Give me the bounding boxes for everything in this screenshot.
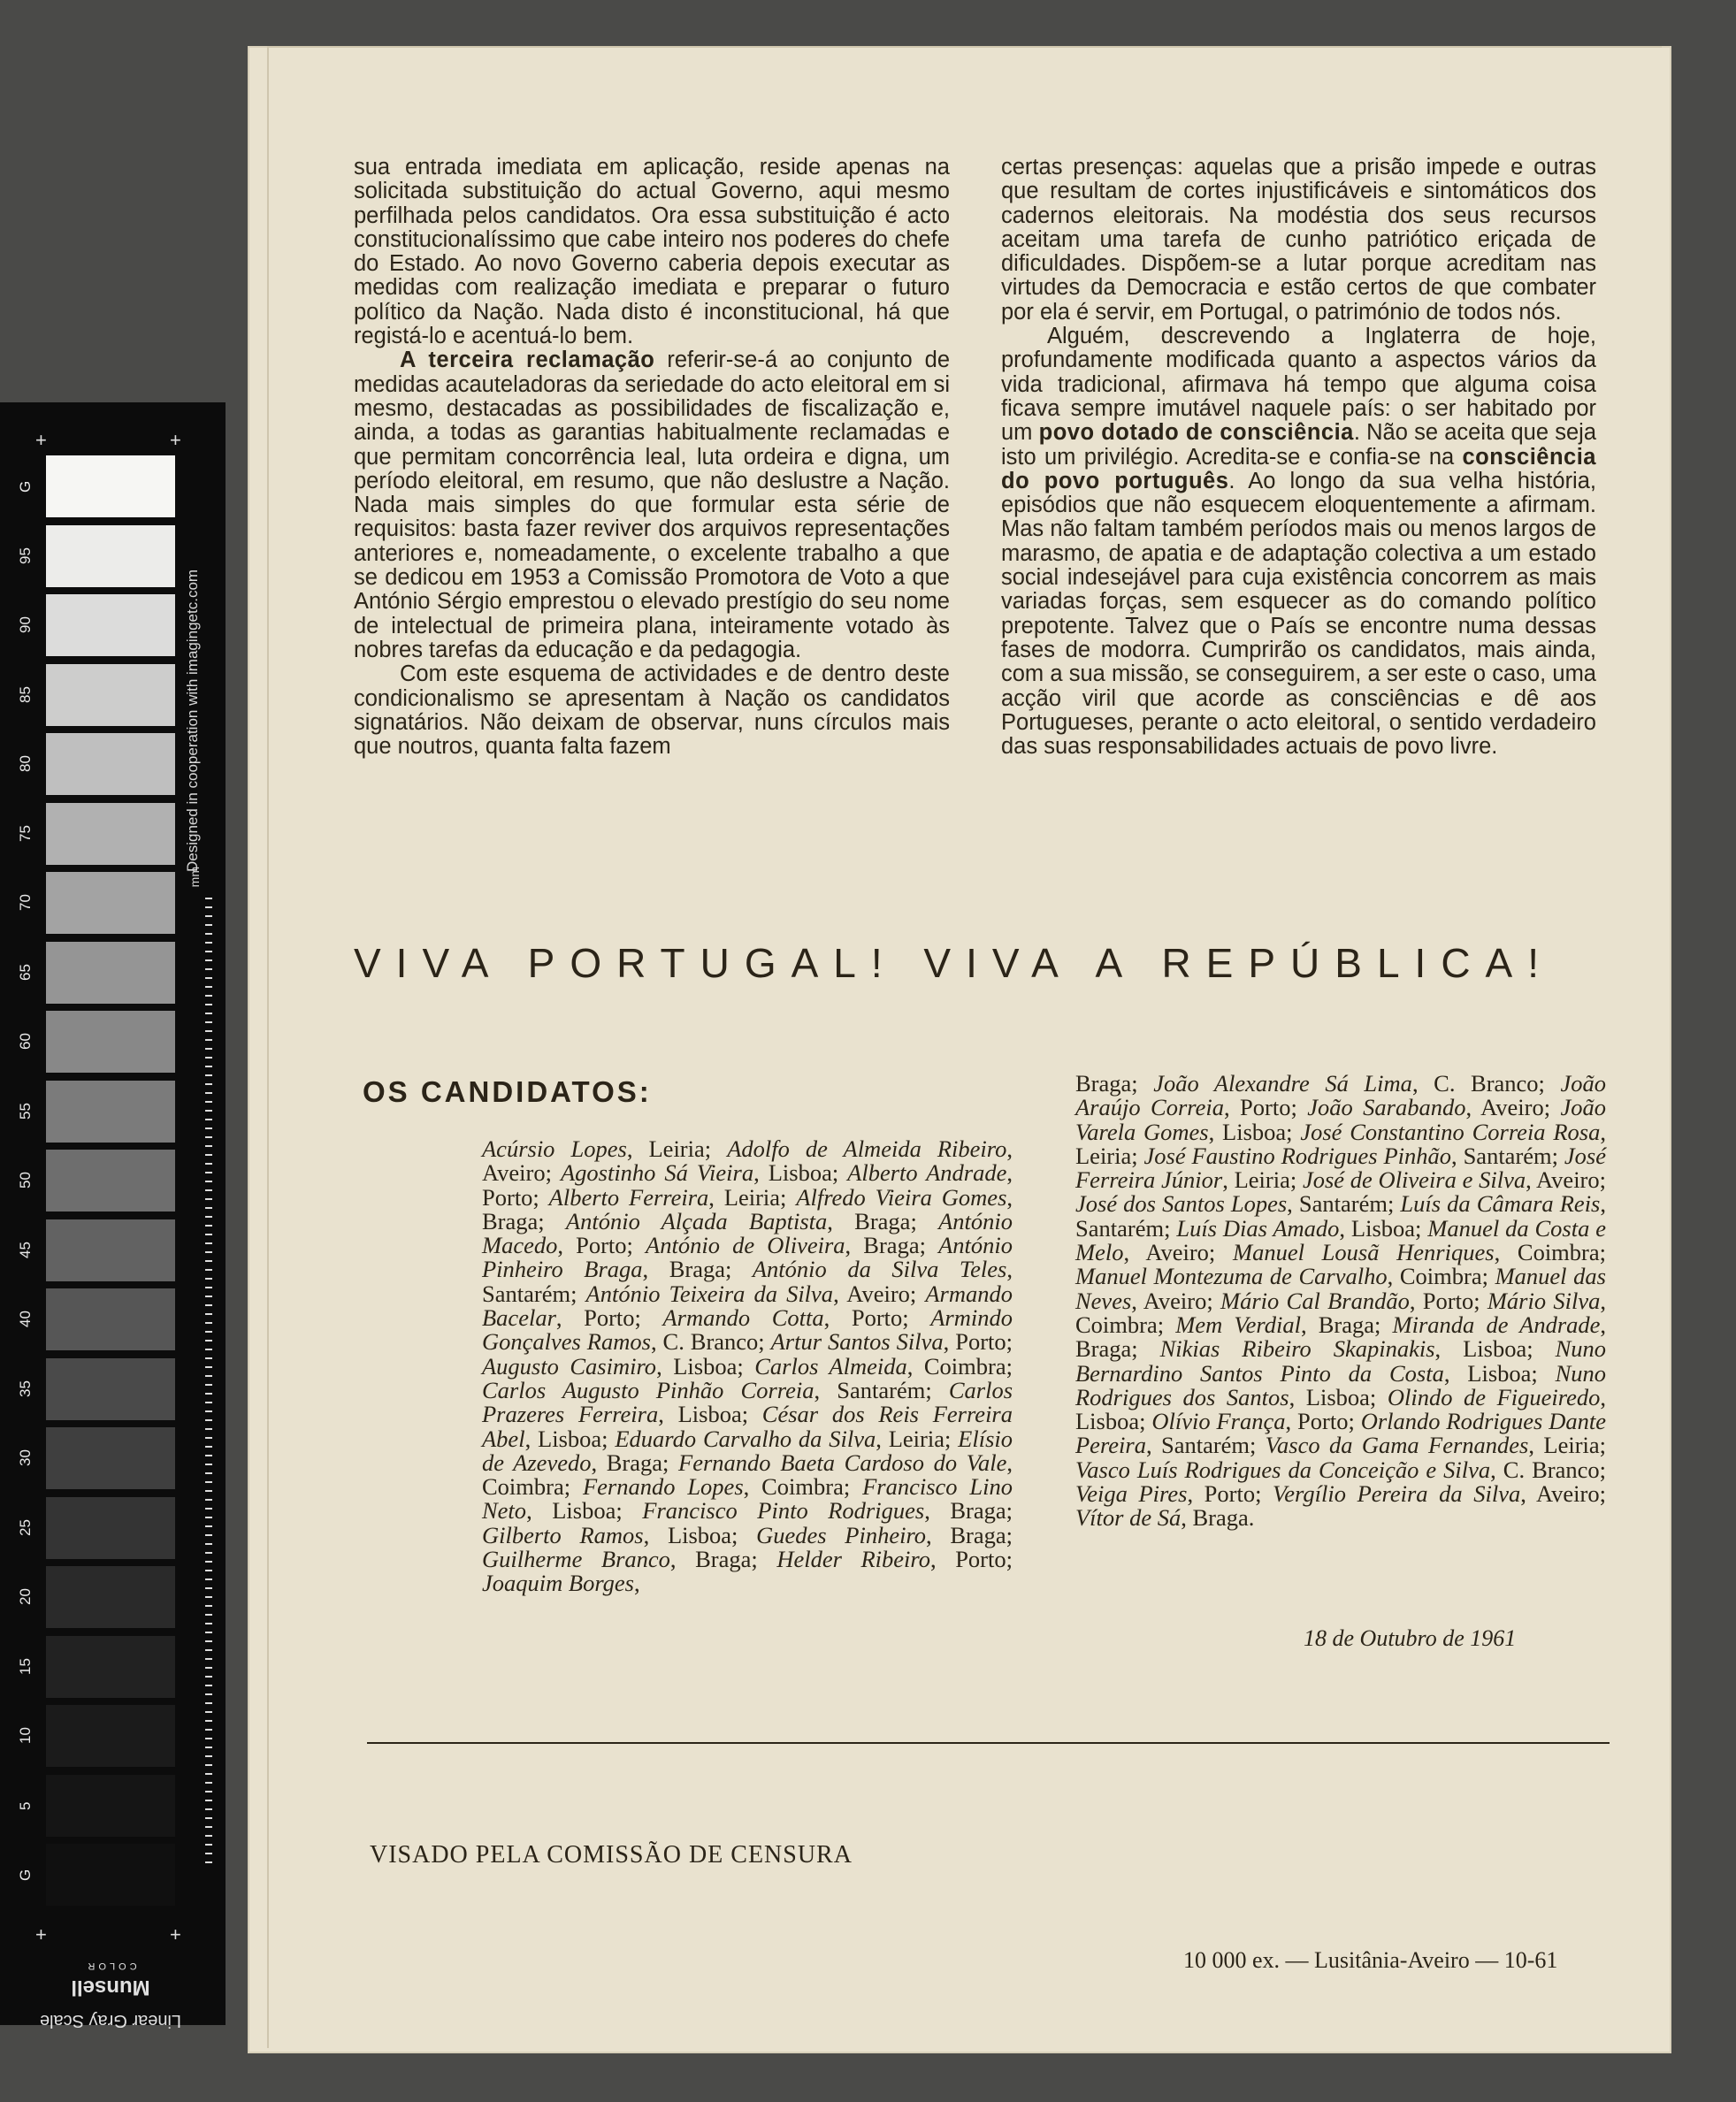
candidate-name: João Sarabando [1307, 1094, 1466, 1121]
gray-patch [46, 1636, 175, 1698]
candidate-district: , Lisboa; [643, 1521, 757, 1548]
gray-patch [46, 1844, 175, 1906]
candidate-name: José dos Santos Lopes [1075, 1190, 1288, 1218]
left-paragraph-3: Com este esquema de actividades e de dentro deste condicionalismo se apresentam à Nação os candidatos signatários. Não deixam de observar, nuns círculos mais que noutros, quanta falta fazem [354, 661, 950, 760]
munsell-logo: Munsell [71, 1976, 150, 1999]
emphasis-conscious-people: povo dotado de consciência [1038, 420, 1354, 446]
candidates-list-left [482, 1137, 1013, 1596]
emphasis-portuguese-conscience: consciência do povo português [1001, 444, 1596, 493]
candidate-district: , Aveiro; [1465, 1094, 1561, 1121]
scale-brand [35, 1959, 186, 2030]
candidate-name: António da Silva Teles [752, 1256, 1007, 1283]
candidate-name: Carlos Almeida [754, 1352, 907, 1380]
candidate-name: Guedes Pinheiro [756, 1521, 927, 1548]
gray-patch-label: 10 [17, 1727, 34, 1745]
third-claim-heading: A terceira reclamação [400, 348, 655, 373]
gray-patch-label: 25 [17, 1519, 34, 1536]
candidate-name: Vasco Luís Rodrigues da Conceição e Silva [1075, 1456, 1491, 1483]
candidate-name: Miranda de Andrade [1392, 1311, 1601, 1338]
gray-patch [46, 1358, 175, 1420]
candidate-name: João Varela Gomes [1075, 1094, 1606, 1145]
gray-scale-card [0, 402, 226, 2030]
text-column-left [354, 156, 950, 759]
gray-patch [46, 1219, 175, 1281]
candidate-district: , C. Branco; [650, 1328, 771, 1356]
candidate-name: Helder Ribeiro [776, 1546, 930, 1573]
candidate-district: , Aveiro; [1520, 1480, 1606, 1508]
candidate-name: Eduardo Carvalho da Silva [615, 1425, 876, 1452]
candidate-district: , Lisboa; [1434, 1335, 1556, 1363]
gray-patch-label: G [17, 480, 34, 493]
candidate-name: Luís Dias Amado [1176, 1214, 1340, 1242]
gray-patch-label: 85 [17, 686, 34, 703]
divider-rule [367, 1742, 1610, 1744]
candidate-district: , Santarém; [814, 1376, 949, 1403]
candidate-district: , Aveiro; [833, 1280, 926, 1307]
gray-patch [46, 1775, 175, 1837]
gray-patch [46, 1011, 175, 1073]
gray-patch-label: 5 [17, 1800, 34, 1810]
candidate-name: César dos Reis Ferreira Abel [482, 1401, 1013, 1452]
document-date: 18 de Outubro de 1961 [1304, 1625, 1517, 1651]
candidate-district: , Aveiro; [1123, 1239, 1233, 1266]
munsell-sub: COLOR [84, 1961, 137, 1971]
candidate-district: , Porto; [943, 1328, 1013, 1356]
candidate-district: , Santarém; [482, 1256, 1013, 1307]
gray-patch-label: 95 [17, 547, 34, 564]
candidate-name: José de Oliveira e Silva [1302, 1166, 1526, 1194]
candidate-name: Elísio de Azevedo [482, 1425, 1013, 1476]
candidate-district: , Braga; [669, 1546, 777, 1573]
gray-patch [46, 1081, 175, 1143]
candidate-name: Alberto Ferreira [548, 1183, 709, 1211]
gray-patch-label: 50 [17, 1172, 34, 1189]
candidate-district: , Braga. [1181, 1504, 1255, 1532]
leaflet-page [248, 46, 1671, 2053]
candidate-district: , Braga; [924, 1497, 1013, 1525]
candidate-district: , Coimbra; [1075, 1287, 1606, 1338]
candidate-name: João Araújo Correia [1075, 1070, 1607, 1121]
candidate-name: Carlos Augusto Pinhão Correia [482, 1376, 814, 1403]
gray-patch-label: 90 [17, 616, 34, 634]
candidate-district: , Aveiro; [482, 1135, 1013, 1187]
candidate-district: , Aveiro; [1131, 1287, 1220, 1314]
candidate-name: António Teixeira da Silva [585, 1280, 834, 1307]
gray-patch [46, 1497, 175, 1559]
candidate-district: , Braga; [845, 1232, 939, 1259]
gray-patch [46, 1150, 175, 1212]
text-column-right [1001, 156, 1596, 759]
candidate-district: , Leiria; [876, 1425, 959, 1452]
candidate-district: , Leiria; [708, 1183, 797, 1211]
candidate-district: , Porto; [1285, 1408, 1361, 1435]
candidate-district: , Lisboa; [1208, 1118, 1301, 1145]
candidate-name: Augusto Casimiro [482, 1352, 657, 1380]
candidate-district: , Santarém; [1075, 1190, 1606, 1242]
print-imprint: 10 000 ex. — Lusitânia-Aveiro — 10-61 [1183, 1947, 1558, 1973]
candidate-district: , Braga; [827, 1207, 939, 1234]
candidate-name: Vergílio Pereira da Silva [1273, 1480, 1521, 1508]
gray-patch [46, 525, 175, 587]
gray-patch-label: 60 [17, 1033, 34, 1051]
candidate-district: , Braga; [926, 1521, 1013, 1548]
candidate-name: Manuel da Costa e Melo [1075, 1214, 1607, 1266]
candidate-district: , Coimbra; [1494, 1239, 1606, 1266]
candidate-name: Manuel Montezuma de Carvalho [1075, 1263, 1388, 1290]
gray-patch-label: 70 [17, 894, 34, 912]
gray-patch-label: 40 [17, 1311, 34, 1328]
candidate-district: , Coimbra; [482, 1448, 1013, 1501]
candidate-district: , Lisboa; [1339, 1214, 1428, 1242]
candidate-name: Acúrsio Lopes [482, 1135, 627, 1162]
right-paragraph-2 [1001, 325, 1596, 759]
scale-name: Linear Gray Scale [39, 2011, 182, 2030]
gray-patch-label: 35 [17, 1380, 34, 1397]
candidate-name: Artur Santos Silva [770, 1328, 944, 1356]
candidate-district: , Porto; [557, 1232, 646, 1259]
gray-patch-label: 15 [17, 1658, 34, 1675]
candidate-district: , Aveiro; [1526, 1166, 1606, 1194]
candidate-district: , Coimbra; [743, 1473, 863, 1501]
candidate-name: António de Oliveira [646, 1232, 845, 1259]
candidate-name: Mem Verdial [1175, 1311, 1301, 1338]
gray-patch [46, 942, 175, 1004]
candidate-district: , Lisboa; [658, 1401, 762, 1428]
plus-mark-bottom-right: + [170, 1923, 181, 1945]
gray-patch-label: 75 [17, 825, 34, 842]
candidate-district: , Coimbra; [1387, 1263, 1495, 1290]
candidate-district: , Leiria; [1528, 1432, 1607, 1459]
gray-patch-label: 55 [17, 1103, 34, 1120]
candidate-name: Gilberto Ramos [482, 1521, 644, 1548]
candidate-district: , [633, 1570, 640, 1597]
gray-patch-label: 30 [17, 1449, 34, 1467]
candidate-district: , Braga; [642, 1256, 753, 1283]
gray-patch-label: 65 [17, 964, 34, 981]
left-paragraph-2 [354, 348, 950, 662]
candidate-name: António Alçada Baptista [565, 1207, 828, 1234]
candidate-name: Orlando Rodrigues Dante Pereira [1075, 1408, 1606, 1459]
candidate-name: António Macedo [482, 1207, 1013, 1259]
candidate-district: , Lisboa; [524, 1425, 616, 1452]
candidate-name: Manuel das Neves [1075, 1263, 1606, 1314]
gray-patch [46, 1288, 175, 1350]
candidate-name: Joaquim Borges [482, 1570, 634, 1597]
candidate-district: , Lisboa; [526, 1497, 643, 1525]
gray-patch [46, 803, 175, 865]
scale-unit: mm [187, 867, 202, 888]
left-paragraph-2-text: referir-se-á ao conjunto de medidas acauteladoras da seriedade do acto eleitoral em si mesmo, destacadas as possibilidades de fiscalização e, ainda, a todas as garantias habitualmente reclamadas e que permitam concorrência leal, luta ordeira e digna, um período eleitoral, em resumo, que não deslustre a Nação. Nada mais simples do que formular esta série de requisitos: basta fazer reviver dos arquivos representações anteriores e, nomeadamente, o excelente trabalho a que se dedicou em 1953 a Comissão Promotora de Voto a que António Sérgio emprestou o elevado prestígio do seu nome de intelectual de primeira plana, inteiramente votado às nobres tarefas da educação e da pedagogia. [354, 348, 950, 662]
gray-patch [46, 1705, 175, 1767]
gray-patch-label: 45 [17, 1242, 34, 1258]
candidate-name: José Ferreira Júnior [1075, 1142, 1607, 1194]
candidate-name: Mário Cal Brandão [1220, 1287, 1410, 1314]
right-paragraph-1: certas presenças: aquelas que a prisão impede e outras que resultam de cortes injustificáveis e sintomáticos dos cadernos eleitorais. Na modéstia dos seus recursos aceitam uma tarefa de cunho patriótico eriçada de dificuldades. Dispõem-se a lutar porque acreditam nas virtudes da Democracia e estão certos de que combater por ela é servir, em Portugal, o património de todos nós. [1001, 155, 1596, 325]
candidate-name: Manuel Lousã Henriques [1233, 1239, 1495, 1266]
gray-patch [46, 1566, 175, 1628]
gray-patch [46, 1427, 175, 1489]
gray-patch-label: 20 [17, 1588, 34, 1606]
candidate-name: Alberto Andrade [847, 1159, 1007, 1187]
candidate-district: , Santarém; [1287, 1190, 1401, 1218]
candidate-district: , Coimbra; [906, 1352, 1013, 1380]
candidate-name: Nuno Bernardino Santos Pinto da Costa [1075, 1335, 1606, 1387]
plus-mark-bottom-left: + [35, 1923, 47, 1945]
candidate-district: , Braga; [1300, 1311, 1393, 1338]
candidates-list-right [1075, 1072, 1606, 1531]
plus-mark-top-left: + [35, 429, 47, 451]
gray-patch-label: G [17, 1869, 34, 1881]
right-paragraph-2-a: Alguém, descrevendo a Inglaterra de hoje, profundamente modificada quanto a aspectos vários da vida tradicional, afirmava há tempo que alguma coisa ficava sempre imutável naquele país: o ser habitado por um [1001, 324, 1596, 446]
candidate-district: , Braga; [1075, 1311, 1607, 1363]
gray-patch [46, 733, 175, 795]
candidate-name: Armindo Gonçalves Ramos [482, 1304, 1013, 1356]
candidate-name: Alfredo Vieira Gomes [796, 1183, 1007, 1211]
candidate-name: Francisco Lino Neto [482, 1473, 1013, 1525]
scale-credit: Designed in cooperation with imagingetc.com [184, 569, 201, 873]
candidate-district: , C. Branco; [1411, 1070, 1561, 1097]
candidate-name: José Faustino Rodrigues Pinhão [1143, 1142, 1452, 1169]
candidate-district: , C. Branco; [1490, 1456, 1606, 1483]
candidate-name: Veiga Pires [1075, 1480, 1188, 1508]
left-paragraph-1: sua entrada imediata em aplicação, reside apenas na solicitada substituição do actual Governo, aqui mesmo perfilhada pelos candidatos. Ora essa substituição é acto constitucionalíssimo que cabe inteiro nos poderes do chefe do Estado. Ao novo Governo caberia depois executar as medidas com realização imediata e preparar o futuro político da Nação. Nada disto é inconstitucional, há que registá-lo e acentuá-lo bem. [354, 155, 950, 349]
right-paragraph-2-b: . Não se aceita que seja isto um privilégio. Acredita-se e confia-se na [1001, 420, 1596, 470]
candidate-district: , Braga; [591, 1448, 679, 1476]
candidate-name: Agostinho Sá Vieira [560, 1159, 754, 1187]
candidate-district: , Lisboa; [1443, 1359, 1556, 1387]
plus-mark-top-right: + [170, 429, 181, 451]
candidate-name: Nuno Rodrigues dos Santos [1075, 1359, 1606, 1410]
candidate-name: Adolfo de Almeida Ribeiro [727, 1135, 1007, 1162]
candidate-district: , Santarém; [1451, 1142, 1564, 1169]
candidate-district: , Porto; [823, 1304, 931, 1332]
candidate-name: Armando Cotta [662, 1304, 824, 1332]
gray-patch [46, 664, 175, 726]
candidate-name: Carlos Prazeres Ferreira [482, 1376, 1013, 1428]
candidate-district: Braga; [1075, 1070, 1154, 1097]
gray-patch [46, 872, 175, 934]
candidate-district: , Porto; [555, 1304, 663, 1332]
candidate-district: , Santarém; [1145, 1432, 1266, 1459]
candidate-name: Armando Bacelar [482, 1280, 1013, 1332]
censorship-stamp-text: VISADO PELA COMISSÃO DE CENSURA [370, 1841, 853, 1869]
candidate-name: Nikias Ribeiro Skapinakis [1159, 1335, 1435, 1363]
candidate-name: Francisco Pinto Rodrigues [642, 1497, 925, 1525]
candidate-name: Olindo de Figueiredo [1387, 1383, 1601, 1410]
candidate-district: , Lisboa; [656, 1352, 755, 1380]
candidate-name: Fernando Lopes [582, 1473, 744, 1501]
gray-patch [46, 594, 175, 656]
candidate-district: , Lisboa; [753, 1159, 848, 1187]
mm-ruler [205, 898, 212, 1870]
candidate-name: Vasco da Gama Fernandes [1265, 1432, 1529, 1459]
candidate-name: Luís da Câmara Reis [1400, 1190, 1601, 1218]
candidate-district: , Lisboa; [1289, 1383, 1388, 1410]
right-paragraph-2-c: . Ao longo da sua velha história, episódios que não esquecem eloquentemente a afirmam. Mas não faltam também períodos mais ou menos largos de marasmo, de apatia e de adaptação colectiva a um estado social indesejável para cuja existência concorrem as mais variadas forças, sem esquecer as do comando político prepotente. Talvez que o País se encontre numa dessas fases de modorra. Cumprirão os candidatos, mais ainda, com a sua missão, se conseguirem, a ser este o caso, uma acção viril que acorde as consciências e dê aos Portugueses, perante o acto eleitoral, o sentido verdadeiro das suas responsabilidades actuais de povo livre. [1001, 468, 1596, 760]
candidate-name: Olívio França [1151, 1408, 1286, 1435]
candidate-district: , Leiria; [626, 1135, 728, 1162]
candidate-name: António Pinheiro Braga [482, 1232, 1013, 1283]
candidate-name: José Constantino Correia Rosa [1300, 1118, 1601, 1145]
candidate-name: Guilherme Branco [482, 1546, 670, 1573]
slogan: VIVA PORTUGAL! VIVA A REPÚBLICA! [354, 940, 1554, 986]
candidate-district: , Porto; [1223, 1094, 1308, 1121]
candidate-district: , Leiria; [1075, 1118, 1606, 1169]
candidate-district: , Porto; [930, 1546, 1013, 1573]
gray-patch-label: 80 [17, 755, 34, 773]
candidate-district: , Braga; [482, 1183, 1013, 1234]
candidate-district: , Porto; [482, 1159, 1013, 1211]
candidate-name: Mário Silva [1487, 1287, 1601, 1314]
candidate-district: , Leiria; [1222, 1166, 1303, 1194]
candidate-district: , Porto; [1187, 1480, 1273, 1508]
candidate-district: , Porto; [1409, 1287, 1487, 1314]
gray-patch [46, 455, 175, 517]
candidate-name: Fernando Baeta Cardoso do Vale [678, 1448, 1007, 1476]
candidate-name: João Alexandre Sá Lima [1153, 1070, 1412, 1097]
candidates-heading: OS CANDIDATOS: [363, 1075, 652, 1108]
candidate-name: Vítor de Sá [1075, 1504, 1182, 1532]
candidate-district: , Lisboa; [1075, 1383, 1606, 1435]
